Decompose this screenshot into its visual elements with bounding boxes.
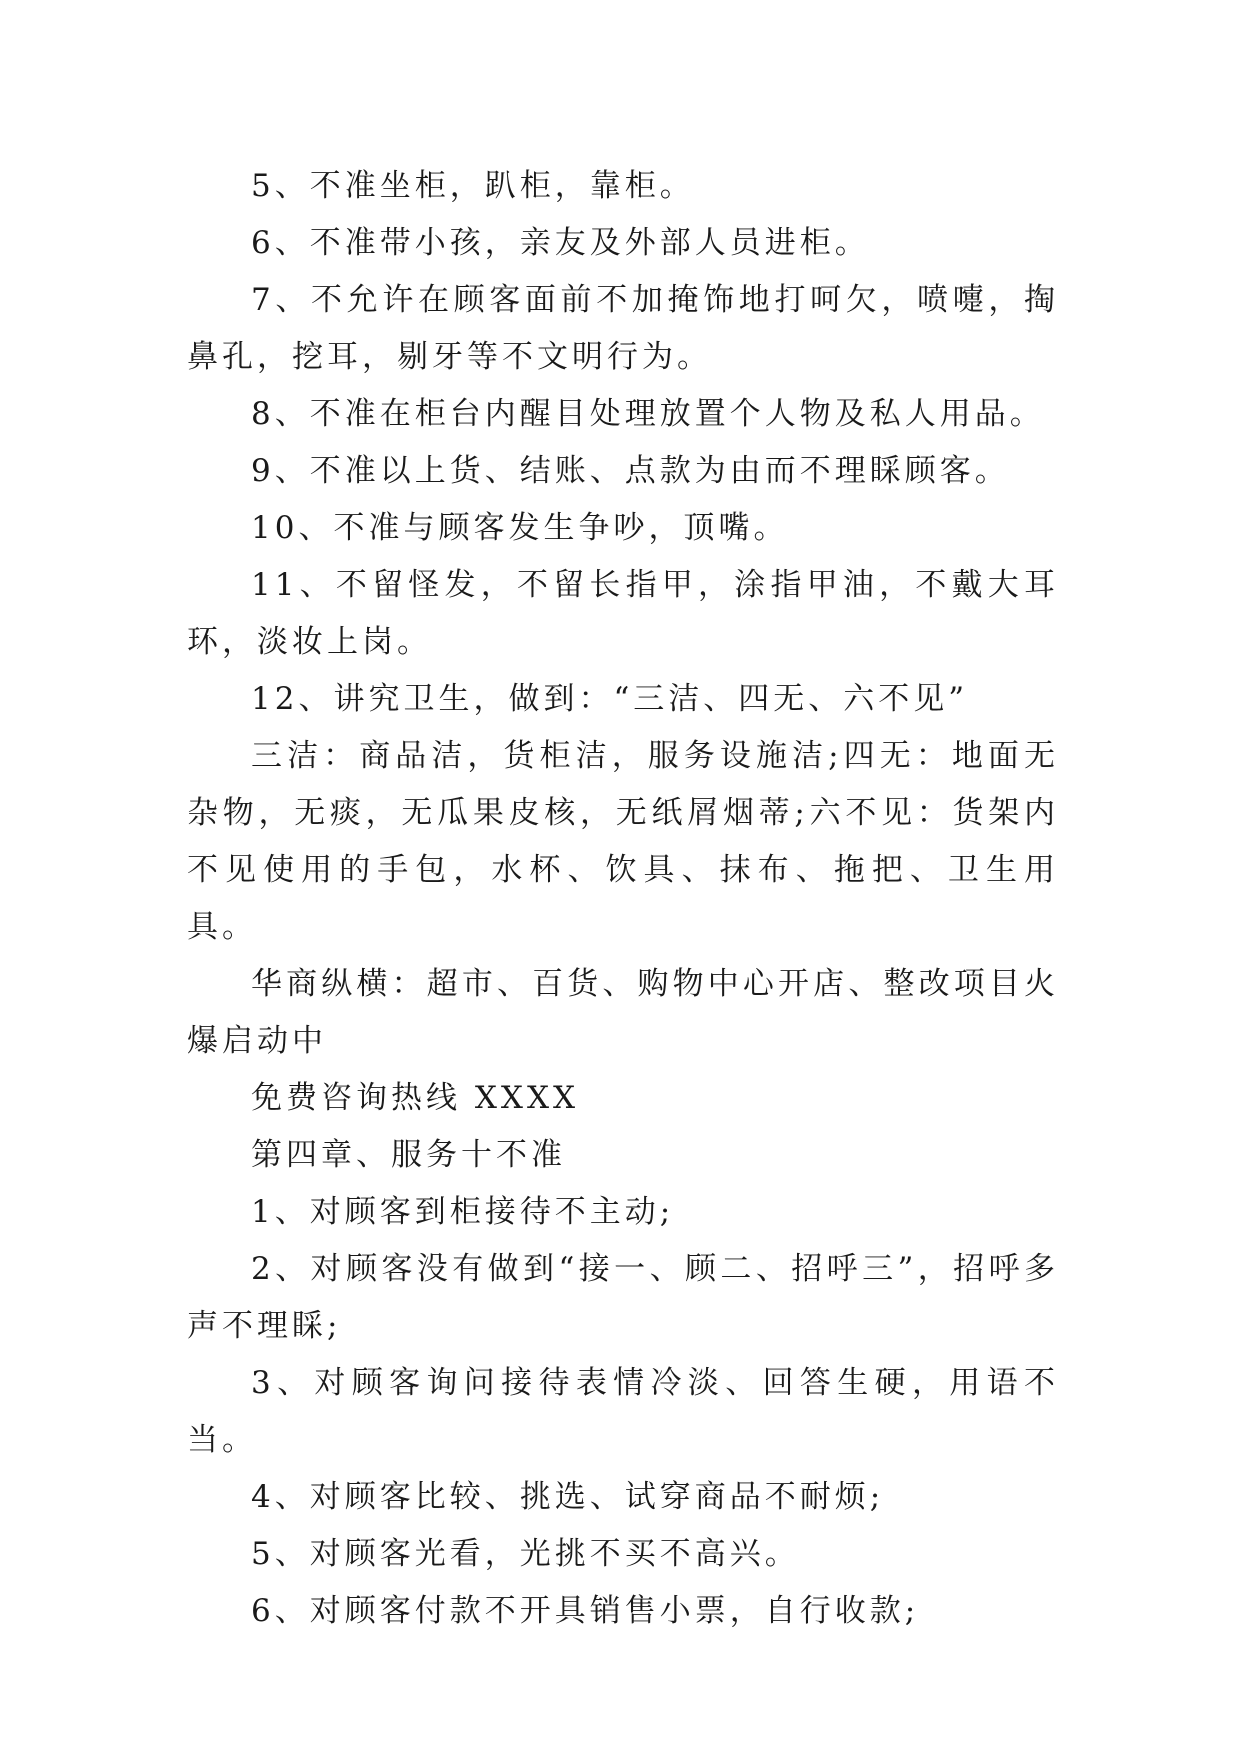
paragraph-service-2: 2、对顾客没有做到“接一、顾二、招呼三”，招呼多声不理睬;	[187, 1251, 1059, 1344]
paragraph-service-3: 3、对顾客询问接待表情冷淡、回答生硬，用语不当。	[187, 1365, 1059, 1458]
paragraph-rule-11: 11、不留怪发，不留长指甲，涂指甲油，不戴大耳环，淡妆上岗。	[187, 567, 1059, 660]
paragraph-rule-8: 8、不准在柜台内醒目处理放置个人物及私人用品。	[251, 396, 1045, 432]
paragraph-rule-10: 10、不准与顾客发生争吵，顶嘴。	[251, 510, 789, 546]
chapter-heading: 第四章、服务十不准	[251, 1137, 566, 1173]
paragraph-service-4: 4、对顾客比较、挑选、试穿商品不耐烦;	[251, 1479, 885, 1515]
paragraph-advert: 华商纵横：超市、百货、购物中心开店、整改项目火爆启动中	[187, 966, 1059, 1059]
paragraph-rule-7: 7、不允许在顾客面前不加掩饰地打呵欠，喷嚏，掏鼻孔，挖耳，剔牙等不文明行为。	[187, 282, 1059, 375]
paragraph-hotline: 免费咨询热线 XXXX	[251, 1080, 580, 1116]
document-body	[187, 158, 1059, 1640]
paragraph-service-1: 1、对顾客到柜接待不主动;	[251, 1194, 675, 1230]
paragraph-rule-9: 9、不准以上货、结账、点款为由而不理睬顾客。	[251, 453, 1010, 489]
paragraph-rule-5: 5、不准坐柜，趴柜，靠柜。	[251, 168, 695, 204]
paragraph-rule-12: 12、讲究卫生，做到：“三洁、四无、六不见”	[251, 681, 969, 717]
paragraph-service-5: 5、对顾客光看，光挑不买不高兴。	[251, 1536, 800, 1572]
paragraph-service-6: 6、对顾客付款不开具销售小票，自行收款;	[251, 1593, 920, 1629]
paragraph-rule-6: 6、不准带小孩，亲友及外部人员进柜。	[251, 225, 870, 261]
paragraph-hygiene-details: 三洁：商品洁，货柜洁，服务设施洁;四无：地面无杂物，无痰，无瓜果皮核，无纸屑烟蒂;六不见：货架内不见使用的手包，水杯、饮具、抹布、拖把、卫生用具。	[187, 738, 1059, 945]
